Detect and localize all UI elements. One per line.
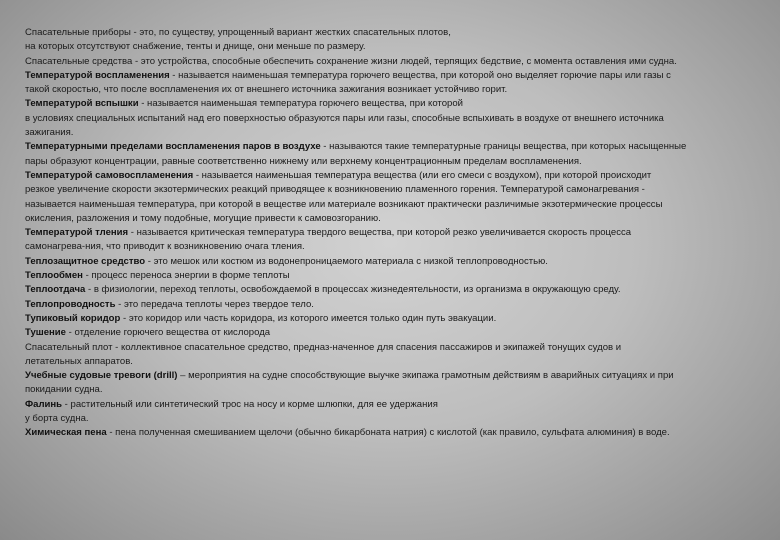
text-line — [25, 269, 775, 283]
line-text: - называется наименьшая температура вещества (или его смеси с воздухом), при которой происходит — [193, 169, 652, 181]
line-text: у борта судна. — [25, 413, 89, 425]
text-line — [25, 112, 775, 126]
text-line — [25, 412, 775, 426]
term-bold: Фалинь — [25, 398, 63, 410]
line-text: покидании судна. — [25, 384, 103, 396]
term-bold: Теплозащитное средство — [25, 255, 146, 267]
text-line — [25, 355, 775, 369]
text-line — [25, 69, 775, 83]
term-bold: Учебные судовые тревоги (drill) — [25, 370, 178, 382]
term-bold: Теплопроводность — [25, 298, 116, 310]
line-text: зажигания. — [25, 127, 74, 139]
line-text: самонагрева-ния, что приводит к возникновению очага тления. — [25, 241, 305, 253]
text-line — [25, 240, 775, 254]
line-text: Спасательные средства - это устройства, способные обеспечить сохранение жизни людей, терпящих бедствие, с момента оставления ими судна. — [25, 55, 677, 67]
term-bold: Теплообмен — [25, 270, 83, 282]
line-text: на которых отсутствуют снабжение, тенты и днище, они меньше по размеру. — [25, 41, 366, 53]
text-line — [25, 312, 775, 326]
line-text: - растительный или синтетический трос на носу и корме шлюпки, для ее удержания — [62, 398, 438, 410]
line-text: - называется критическая температура твердого вещества, при которой резко увеличивается скорость процесса — [128, 227, 632, 239]
text-line — [25, 169, 775, 183]
term-bold: Химическая пена — [25, 427, 107, 439]
line-text: - это коридор или часть коридора, из которого имеется только один путь эвакуации. — [120, 312, 497, 324]
term-bold: Тушение — [25, 327, 66, 339]
text-line — [25, 341, 775, 355]
line-text: - отделение горючего вещества от кислорода — [66, 327, 271, 339]
text-line — [25, 126, 775, 140]
text-line — [25, 55, 775, 69]
line-text: называется наименьшая температура, при которой в веществе или материале возникают практически различимые экзотермические процессы — [25, 198, 663, 210]
text-line — [25, 155, 775, 169]
line-text: – мероприятия на судне способствующие выучке экипажа грамотным действиям в аварийных ситуациях и при — [177, 370, 674, 382]
line-text: пары образуют концентрации, равные соответственно нижнему или верхнему концентрационным пределам воспламенения. — [25, 155, 582, 167]
text-line — [25, 426, 775, 440]
line-text: - это мешок или костюм из водонепроницаемого материала с низкой теплопроводностью. — [145, 255, 548, 267]
document-text — [25, 26, 775, 441]
text-line — [25, 40, 775, 54]
line-text: в условиях специальных испытаний над его поверхностью образуются пары или газы, способные вспыхивать в воздухе от внешнего источника — [25, 112, 664, 124]
text-line — [25, 26, 775, 40]
term-bold: Температурой самовоспламенения — [25, 169, 194, 181]
line-text: - называется наименьшая температура горючего вещества, при которой — [138, 98, 463, 110]
line-text: - это передача теплоты через твердое тело. — [115, 298, 314, 310]
term-bold: Температурой тления — [25, 227, 129, 239]
text-line — [25, 97, 775, 111]
line-text: - процесс переноса энергии в форме теплоты — [82, 270, 290, 282]
term-bold: Температурой вспышки — [25, 98, 139, 110]
line-text: - в физиологии, переход теплоты, освобождаемой в процессах жизнедеятельности, из организма в окружающую среду. — [85, 284, 621, 296]
text-line — [25, 83, 775, 97]
text-line — [25, 212, 775, 226]
text-line — [25, 183, 775, 197]
term-bold: Температурными пределами воспламенения паров в воздухе — [25, 141, 321, 153]
term-bold: Температурой воспламенения — [25, 69, 170, 81]
text-line — [25, 226, 775, 240]
line-text: окисления, разложения и тому подобные, могущие привести к самовозгоранию. — [25, 212, 381, 224]
text-line — [25, 255, 775, 269]
text-line — [25, 283, 775, 297]
text-line — [25, 198, 775, 212]
text-line — [25, 326, 775, 340]
text-line — [25, 369, 775, 383]
line-text: - пена полученная смешиванием щелочи (обычно бикарбоната натрия) с кислотой (как правило, сульфата алюминия) в воде. — [106, 427, 670, 439]
text-line — [25, 140, 775, 154]
text-line — [25, 298, 775, 312]
line-text: - называются такие температурные границы вещества, при которых насыщенные — [320, 141, 687, 153]
term-bold: Теплоотдача — [25, 284, 86, 296]
line-text: резкое увеличение скорости экзотермических реакций приводящее к возникновению пламенного горения. Температурой самонагревания - — [25, 184, 645, 196]
term-bold: Тупиковый коридор — [25, 312, 121, 324]
text-line — [25, 383, 775, 397]
line-text: такой скоростью, что после воспламенения их от внешнего источника зажигания возникает устойчиво горит. — [25, 84, 508, 96]
text-line — [25, 398, 775, 412]
line-text: летательных аппаратов. — [25, 355, 133, 367]
line-text: Спасательные приборы - это, по существу, упрощенный вариант жестких спасательных плотов, — [25, 27, 451, 38]
line-text: - называется наименьшая температура горючего вещества, при которой оно выделяет горючие пары или газы с — [169, 69, 671, 81]
line-text: Спасательный плот - коллективное спасательное средство, предназ-наченное для спасения пассажиров и экипажей тонущих судов и — [25, 341, 622, 353]
